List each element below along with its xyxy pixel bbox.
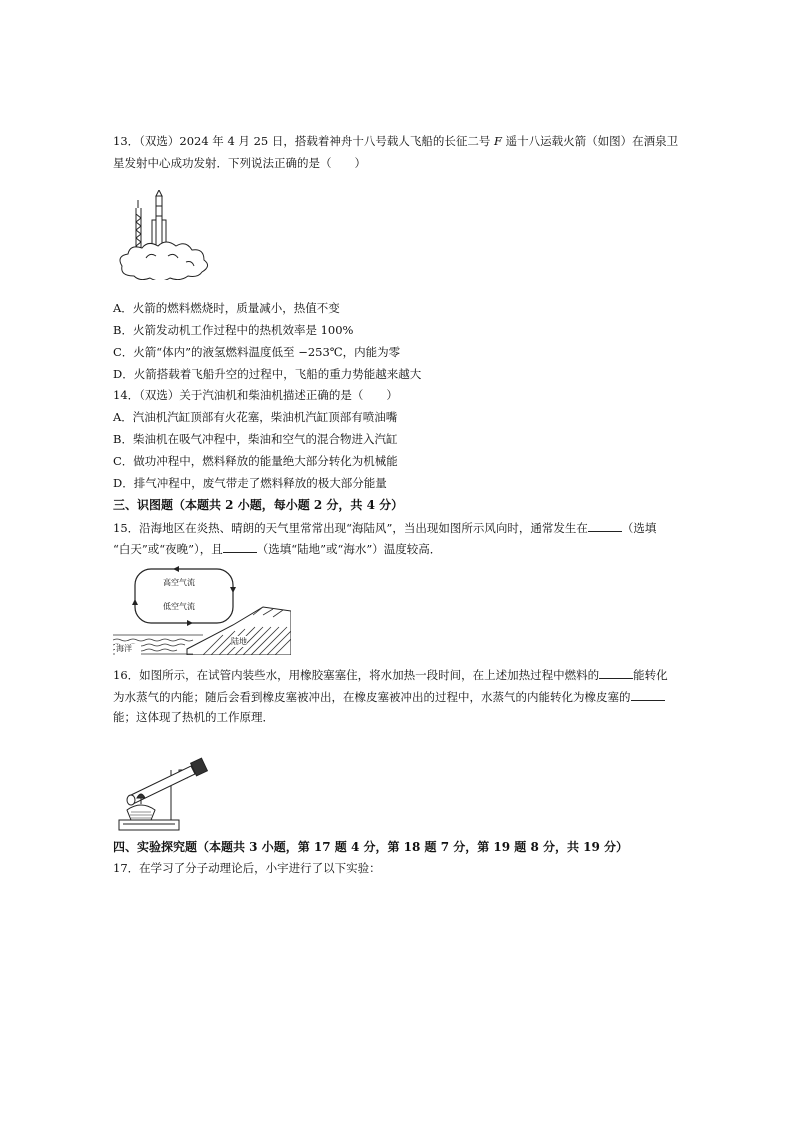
q13-option-a: A．火箭的燃料燃烧时，质量减小，热值不变 bbox=[113, 301, 340, 315]
q14-option-b: B．柴油机在吸气冲程中，柴油和空气的混合物进入汽缸 bbox=[113, 432, 398, 446]
q15-line1: 15．沿海地区在炎热、晴朗的天气里常常出现“海陆风”，当出现如图所示风向时，通常发生在 （选填 bbox=[113, 521, 657, 535]
q13-letter: F bbox=[494, 134, 503, 148]
answer-blank[interactable] bbox=[588, 519, 622, 532]
sea-land-breeze-figure bbox=[113, 565, 291, 655]
q15-line2: “白天”或“夜晚”），且 （选填“陆地”或“海水”）温度较高． bbox=[113, 542, 442, 556]
answer-blank[interactable] bbox=[223, 540, 257, 553]
upper-airflow-label: 高空气流 bbox=[163, 578, 195, 587]
q16-line2: 为水蒸气的内能；随后会看到橡皮塞被冲出，在橡皮塞被冲出的过程中，水蒸气的内能转化为橡皮塞的 bbox=[113, 688, 665, 705]
q14-option-c: C．做功冲程中，燃料释放的能量绝大部分转化为机械能 bbox=[113, 454, 398, 468]
q14-line1: 14．（双选）关于汽油机和柴油机描述正确的是（ ） bbox=[113, 388, 398, 402]
q17-line1: 17．在学习了分子动理论后，小宇进行了以下实验： bbox=[113, 861, 381, 875]
lower-airflow-label: 低空气流 bbox=[163, 602, 195, 611]
answer-blank[interactable] bbox=[631, 688, 665, 701]
q13-line1: 13．（双选）2024 年 4 月 25 日，搭载着神舟十八号载人飞船的长征二号 F 遥十八运载火箭（如图）在酒泉卫 bbox=[113, 134, 679, 148]
answer-blank[interactable] bbox=[599, 666, 633, 679]
section-4-heading: 四、实验探究题（本题共 3 小题，第 17 题 4 分，第 18 题 7 分，第 19 题 8 分，共 19 分） bbox=[113, 840, 629, 854]
q16-line1: 16．如图所示，在试管内装些水，用橡胶塞塞住，将水加热一段时间，在上述加热过程中燃料的 能转化 bbox=[113, 668, 668, 682]
test-tube-heating-figure bbox=[113, 740, 213, 832]
q13-option-b: B．火箭发动机工作过程中的热机效率是 100% bbox=[113, 323, 354, 337]
land-label: 陆地 bbox=[231, 637, 247, 646]
q13-line2: 星发射中心成功发射．下列说法正确的是（ ） bbox=[113, 156, 366, 170]
q13-option-c: C．火箭“体内”的液氢燃料温度低至 −253℃，内能为零 bbox=[113, 345, 401, 359]
q14-option-a: A．汽油机汽缸顶部有火花塞，柴油机汽缸顶部有喷油嘴 bbox=[113, 410, 398, 424]
q14-option-d: D．排气冲程中，废气带走了燃料释放的极大部分能量 bbox=[113, 476, 387, 490]
q13-option-d: D．火箭搭载着飞船升空的过程中，飞船的重力势能越来越大 bbox=[113, 367, 422, 381]
sea-label: 海洋 bbox=[116, 644, 132, 653]
rocket-launch-figure bbox=[116, 190, 216, 280]
section-3-heading: 三、识图题（本题共 2 小题，每小题 2 分，共 4 分） bbox=[113, 498, 404, 512]
q16-line3: 能；这体现了热机的工作原理． bbox=[113, 710, 274, 724]
